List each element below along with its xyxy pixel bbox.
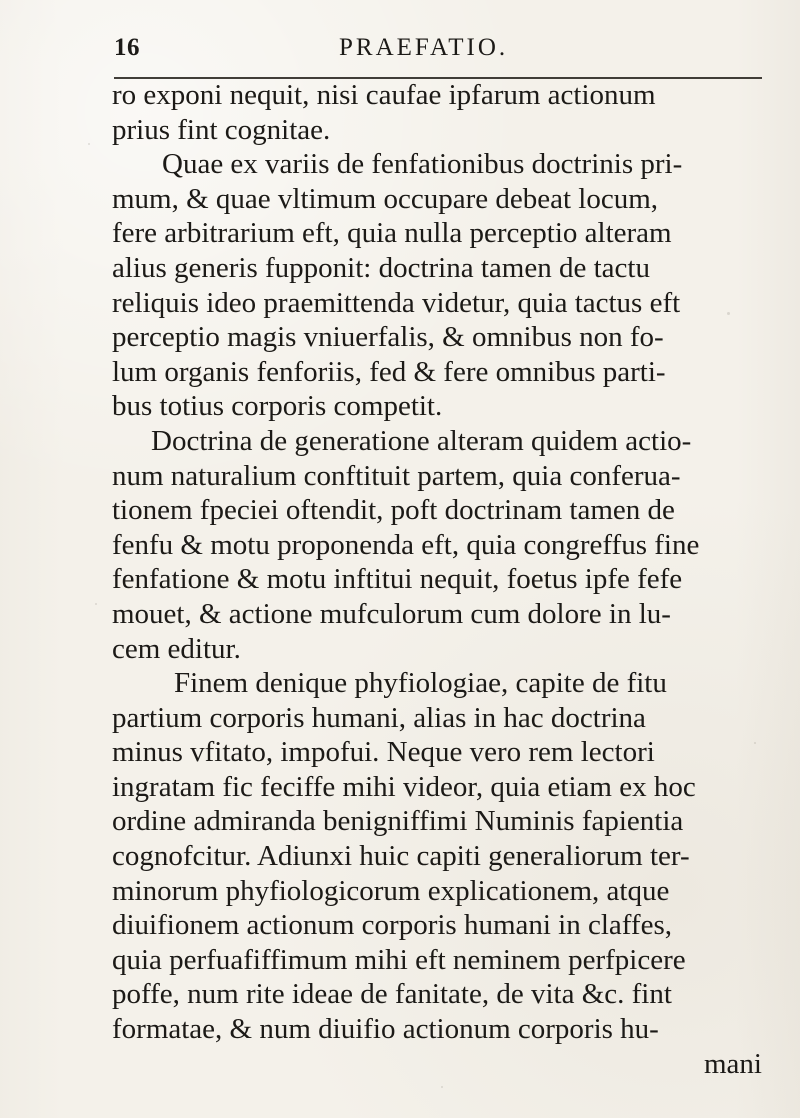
page-header	[114, 34, 762, 74]
text-line-16: mouet, & actione mufculorum cum dolore in lu-	[112, 597, 671, 630]
text-line-26: quia perfuafiffimum mihi eft neminem perfpicere	[112, 943, 686, 976]
text-line-13: tionem fpeciei oftendit, poft doctrinam tamen de	[112, 494, 675, 527]
text-line-3: Quae ex variis de fenfationibus doctrinis pri-	[162, 148, 683, 181]
paper-speck	[88, 143, 90, 145]
page-number: 16	[114, 34, 140, 61]
text-line-18: Finem denique phyfiologiae, capite de fitu	[174, 667, 667, 700]
text-line-25: diuifionem actionum corporis humani in claffes,	[112, 909, 672, 942]
text-line-14: fenfu & motu proponenda eft, quia congreffus fine	[112, 528, 700, 561]
text-line-19: partium corporis humani, alias in hac doctrina	[112, 701, 646, 734]
text-line-27: poffe, num rite ideae de fanitate, de vita &c. fint	[112, 978, 672, 1011]
paper-speck	[727, 312, 730, 315]
text-line-7: reliquis ideo praemittenda videtur, quia tactus eft	[112, 286, 681, 319]
paper-speck	[441, 1086, 443, 1088]
text-line-21: ingratam fic feciffe mihi videor, quia etiam ex hoc	[112, 770, 696, 803]
text-line-28: formatae, & num diuifio actionum corporis hu-	[112, 1013, 659, 1046]
text-line-17: cem editur.	[112, 632, 241, 665]
text-line-11: Doctrina de generatione alteram quidem actio-	[151, 424, 692, 457]
text-line-6: alius generis fupponit: doctrina tamen de tactu	[112, 251, 650, 284]
text-line-8: perceptio magis vniuerfalis, & omnibus non fo-	[112, 321, 664, 354]
text-line-29: mani	[704, 1047, 762, 1080]
text-line-22: ordine admiranda benigniffimi Numinis fapientia	[112, 805, 684, 838]
text-line-4: mum, & quae vltimum occupare debeat locum,	[112, 182, 659, 215]
body-text	[112, 78, 762, 1081]
text-line-9: lum organis fenforiis, fed & fere omnibus parti-	[112, 355, 666, 388]
paper-speck	[95, 603, 97, 605]
running-head: PRAEFATIO.	[339, 34, 509, 61]
text-line-20: minus vfitato, impofui. Neque vero rem lectori	[112, 736, 655, 769]
text-line-24: minorum phyfiologicorum explicationem, atque	[112, 874, 670, 907]
text-line-15: fenfatione & motu inftitui nequit, foetus ipfe fefe	[112, 563, 683, 596]
text-line-10: bus totius corporis competit.	[112, 390, 443, 423]
text-line-2: prius fint cognitae.	[112, 113, 331, 146]
text-line-5: fere arbitrarium eft, quia nulla perceptio alteram	[112, 217, 672, 250]
text-line-23: cognofcitur. Adiunxi huic capiti generaliorum ter-	[112, 840, 690, 873]
paper-speck	[754, 742, 756, 744]
text-line-12: num naturalium conftituit partem, quia conferua-	[112, 459, 681, 492]
text-line-1: ro exponi nequit, nisi caufae ipfarum actionum	[112, 79, 656, 111]
